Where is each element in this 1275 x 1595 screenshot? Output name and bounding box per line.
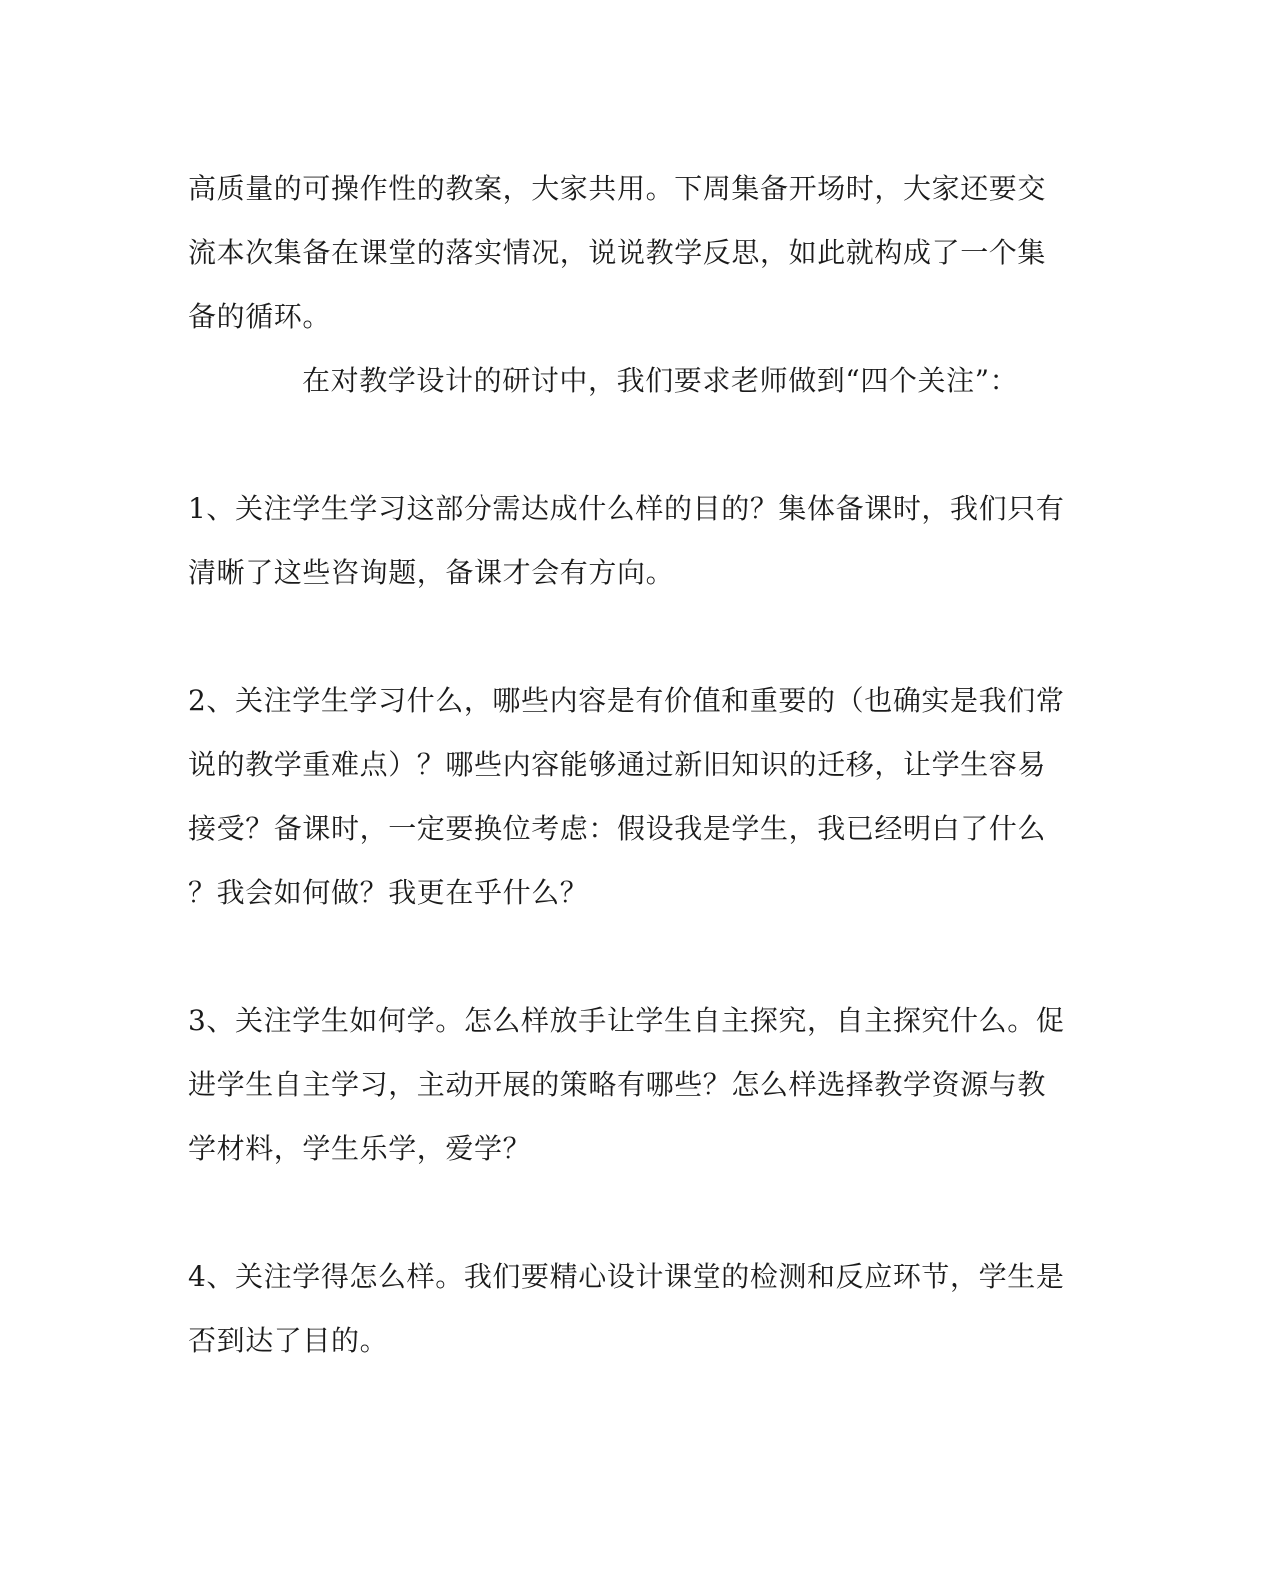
text-line: 高质量的可操作性的教案，大家共用。下周集备开场时，大家还要交 — [188, 172, 1047, 205]
text-line: 进学生自主学习，主动开展的策略有哪些？怎么样选择教学资源与教 — [188, 1068, 1047, 1101]
text-line: 2、关注学生学习什么，哪些内容是有价值和重要的（也确实是我们常 — [188, 684, 1065, 717]
text-line: ？我会如何做？我更在乎什么？ — [188, 876, 589, 909]
text-line: 3、关注学生如何学。怎么样放手让学生自主探究，自主探究什么。促 — [188, 1004, 1065, 1037]
text-line: 接受？备课时，一定要换位考虑：假设我是学生，我已经明白了什么 — [188, 812, 1047, 845]
text-line: 备的循环。 — [188, 300, 332, 333]
text-line: 1、关注学生学习这部分需达成什么样的目的？集体备课时，我们只有 — [188, 492, 1065, 525]
text-line: 否到达了目的。 — [188, 1324, 389, 1357]
text-line: 说的教学重难点）？哪些内容能够通过新旧知识的迁移，让学生容易 — [188, 748, 1047, 781]
text-line: 学材料，学生乐学，爱学？ — [188, 1132, 532, 1165]
text-line: 4、关注学得怎么样。我们要精心设计课堂的检测和反应环节，学生是 — [188, 1260, 1065, 1293]
section-intro-line: 在对教学设计的研讨中，我们要求老师做到“四个关注”： — [302, 364, 1019, 397]
text-line: 清晰了这些咨询题，备课才会有方向。 — [188, 556, 675, 589]
text-line: 流本次集备在课堂的落实情况，说说教学反思，如此就构成了一个集 — [188, 236, 1047, 269]
